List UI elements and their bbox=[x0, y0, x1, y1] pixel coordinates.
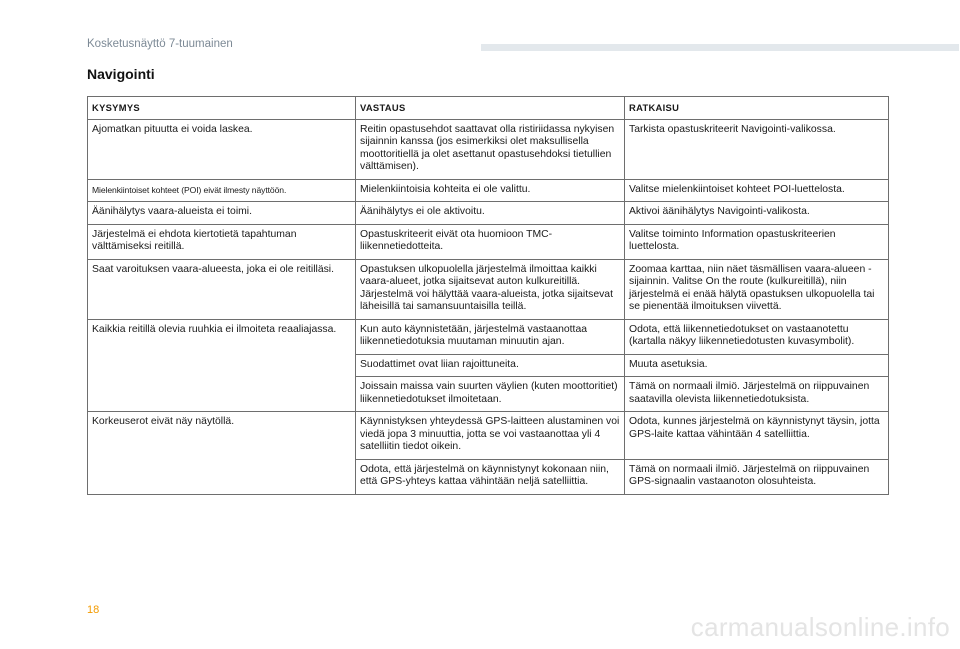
answer-cell: Kun auto käynnistetään, järjestelmä vastaanottaa liikennetiedotuksia muutaman minuutin ajan. bbox=[356, 319, 625, 354]
column-header-solution: RATKAISU bbox=[625, 97, 889, 120]
table-row bbox=[88, 202, 889, 225]
troubleshooting-table bbox=[87, 96, 889, 495]
section-title: Navigointi bbox=[87, 66, 155, 82]
answer-cell: Mielenkiintoisia kohteita ei ole valittu. bbox=[356, 179, 625, 202]
header-rule bbox=[481, 44, 959, 51]
question-cell: Kaikkia reitillä olevia ruuhkia ei ilmoiteta reaaliajassa. bbox=[88, 319, 356, 412]
running-header: Kosketusnäyttö 7-tuumainen bbox=[87, 38, 233, 50]
solution-cell: Tämä on normaali ilmiö. Järjestelmä on riippuvainen saatavilla olevista liikennetiedotuksista. bbox=[625, 377, 889, 412]
table-row bbox=[88, 412, 889, 460]
question-cell: Mielenkiintoiset kohteet (POI) eivät ilmesty näyttöön. bbox=[88, 179, 356, 202]
watermark: carmanualsonline.info bbox=[690, 612, 950, 642]
answer-cell: Käynnistyksen yhteydessä GPS-laitteen alustaminen voi viedä jopa 3 minuuttia, jotta se voi vastaanottaa yli 4 satelliitin tiedot oikein. bbox=[356, 412, 625, 460]
column-header-question: KYSYMYS bbox=[88, 97, 356, 120]
solution-cell: Muuta asetuksia. bbox=[625, 354, 889, 377]
table-row bbox=[88, 259, 889, 319]
solution-cell: Zoomaa karttaa, niin näet täsmällisen vaara-alueen -sijainnin. Valitse On the route (kulkureitillä), niin järjestelmä ei enää hälytä opastuksen ulkopuolella tai se pienentää ilmoituksen viivettä. bbox=[625, 259, 889, 319]
answer-cell: Opastuksen ulkopuolella järjestelmä ilmoittaa kaikki vaara-alueet, jotka sijaitsevat auton kulkureitillä. Järjestelmä voi hälyttää vaara-alueista, jotka sijaitsevat läheisillä tai samansuuntaisilla teillä. bbox=[356, 259, 625, 319]
solution-cell: Tarkista opastuskriteerit Navigointi-valikossa. bbox=[625, 119, 889, 179]
question-cell: Järjestelmä ei ehdota kiertotietä tapahtuman välttämiseksi reitillä. bbox=[88, 224, 356, 259]
table-row bbox=[88, 224, 889, 259]
answer-cell: Opastuskriteerit eivät ota huomioon TMC-liikennetiedotteita. bbox=[356, 224, 625, 259]
solution-cell: Tämä on normaali ilmiö. Järjestelmä on riippuvainen GPS-signaalin vastaanoton olosuhteista. bbox=[625, 459, 889, 494]
question-cell: Äänihälytys vaara-alueista ei toimi. bbox=[88, 202, 356, 225]
page-number: 18 bbox=[87, 604, 100, 616]
question-cell: Saat varoituksen vaara-alueesta, joka ei ole reitilläsi. bbox=[88, 259, 356, 319]
answer-cell: Odota, että järjestelmä on käynnistynyt kokonaan niin, että GPS-yhteys kattaa vähintään neljä satelliittia. bbox=[356, 459, 625, 494]
answer-cell: Reitin opastusehdot saattavat olla ristiriidassa nykyisen sijainnin kanssa (jos esimerkiksi olet maksullisella moottoritiellä ja olet asettanut opastusehdoksi tietullien välttämisen). bbox=[356, 119, 625, 179]
table-row bbox=[88, 119, 889, 179]
answer-cell: Joissain maissa vain suurten väylien (kuten moottoritiet) liikennetiedotukset ilmoitetaan. bbox=[356, 377, 625, 412]
question-cell: Ajomatkan pituutta ei voida laskea. bbox=[88, 119, 356, 179]
solution-cell: Valitse toiminto Information opastuskriteerien luettelosta. bbox=[625, 224, 889, 259]
solution-cell: Odota, että liikennetiedotukset on vastaanotettu (kartalla näkyy liikennetiedotusten kuvasymbolit). bbox=[625, 319, 889, 354]
solution-cell: Aktivoi äänihälytys Navigointi-valikosta. bbox=[625, 202, 889, 225]
answer-cell: Suodattimet ovat liian rajoittuneita. bbox=[356, 354, 625, 377]
column-header-answer: VASTAUS bbox=[356, 97, 625, 120]
solution-cell: Odota, kunnes järjestelmä on käynnistynyt täysin, jotta GPS-laite kattaa vähintään 4 satelliittia. bbox=[625, 412, 889, 460]
table-row bbox=[88, 179, 889, 202]
solution-cell: Valitse mielenkiintoiset kohteet POI-luettelosta. bbox=[625, 179, 889, 202]
question-cell: Korkeuserot eivät näy näytöllä. bbox=[88, 412, 356, 495]
answer-cell: Äänihälytys ei ole aktivoitu. bbox=[356, 202, 625, 225]
table-row bbox=[88, 319, 889, 354]
table-header-row bbox=[88, 97, 889, 120]
